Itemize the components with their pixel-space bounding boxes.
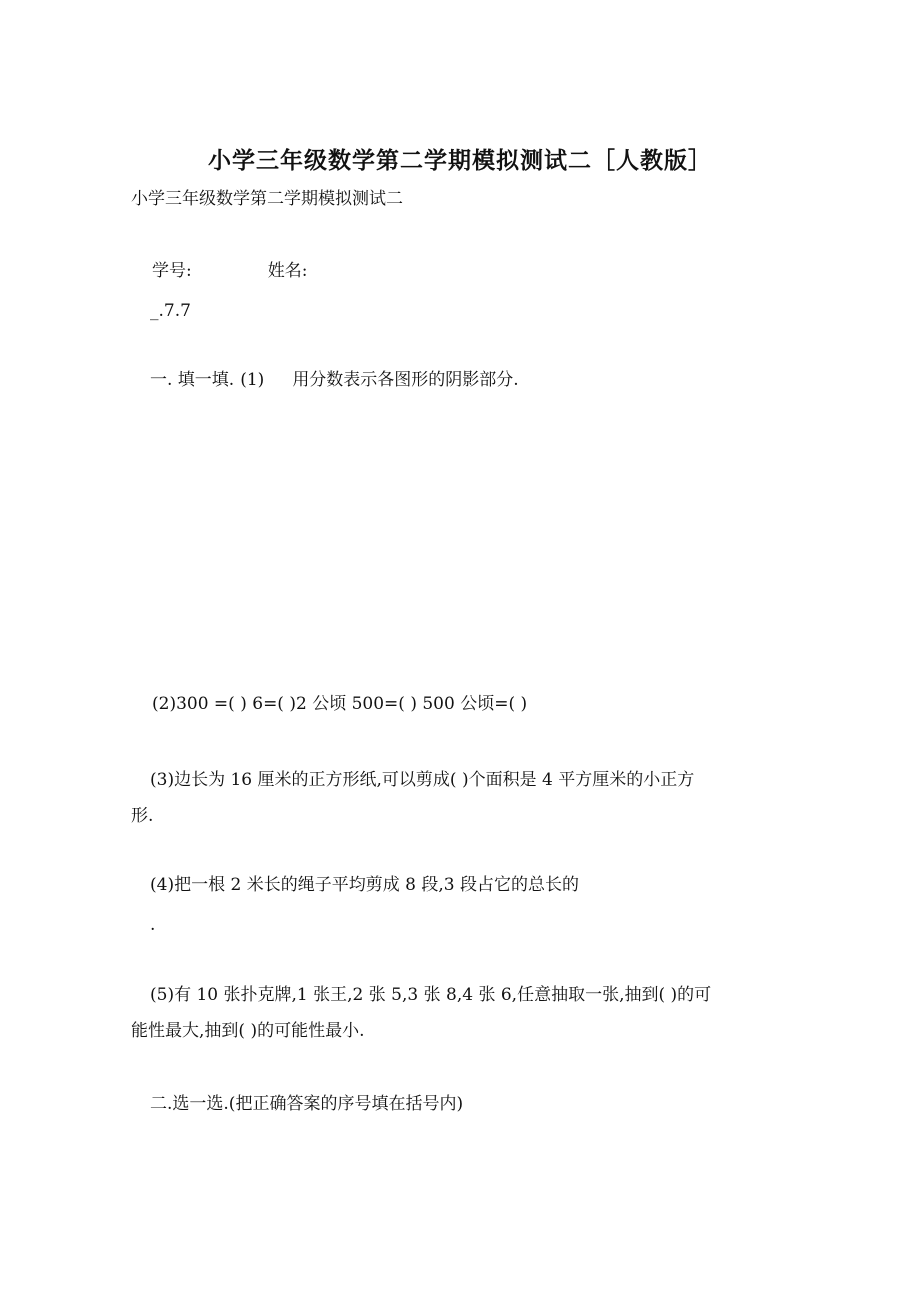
student-info-line	[152, 260, 307, 282]
question-5-line1: (5)有 10 张扑克牌,1 张王,2 张 5,3 张 8,4 张 6,任意抽取一张,抽到( )的可	[150, 985, 712, 1005]
q1-text: 用分数表示各图形的阴影部分.	[292, 370, 519, 390]
student-id-label: 学号:	[152, 261, 192, 281]
student-name-label: 姓名:	[267, 261, 308, 281]
question-5-line2: 能性最大,抽到( )的可能性最小.	[131, 1021, 365, 1041]
question-4-line1: (4)把一根 2 米长的绳子平均剪成 8 段,3 段占它的总长的	[150, 875, 579, 895]
question-2: (2)300 =( ) 6=( )2 公顷 500=( ) 500 公顷=( )	[152, 694, 528, 714]
figure-area-blank	[150, 410, 770, 670]
q1-label: (1)	[240, 370, 265, 390]
question-3-line2: 形.	[131, 806, 154, 826]
question-3-line1: (3)边长为 16 厘米的正方形纸,可以剪成( )个面积是 4 平方厘米的小正方	[150, 770, 695, 790]
section1-heading: 一. 填一填.	[150, 370, 235, 390]
question-4-line2: .	[150, 915, 156, 935]
document-title: 小学三年级数学第二学期模拟测试二［人教版］	[208, 147, 712, 174]
section2-heading: 二.选一选.(把正确答案的序号填在括号内)	[150, 1094, 464, 1114]
date-line: _.7.7	[150, 301, 191, 321]
document-subtitle: 小学三年级数学第二学期模拟测试二	[131, 189, 403, 209]
section1-heading-line	[150, 369, 519, 391]
